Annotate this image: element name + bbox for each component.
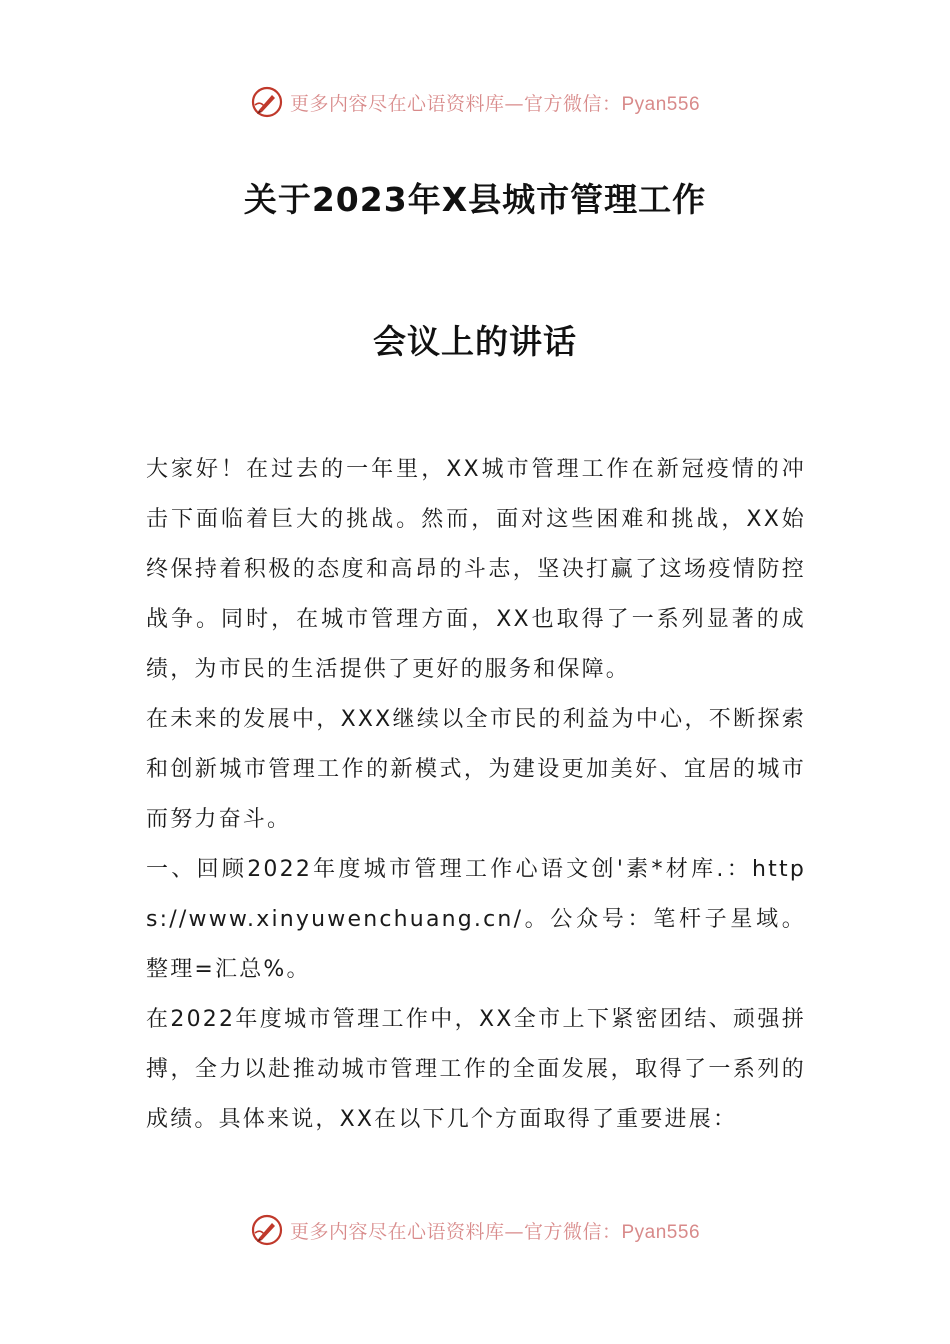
pen-logo-icon [250, 85, 284, 119]
footer-watermark [0, 1210, 950, 1250]
watermark-text: 更多内容尽在心语资料库—官方微信：Pyan556 [289, 92, 701, 115]
document-title-line1: 关于2023年X县城市管理工作 [243, 180, 707, 219]
document-title-line2: 会议上的讲话 [373, 322, 577, 361]
paragraph-4: 在2022年度城市管理工作中，XX全市上下紧密团结、顽强拼搏，全力以赴推动城市管理工作的全面发展，取得了一系列的成绩。具体来说，XX在以下几个方面取得了重要进展： [146, 1007, 806, 1132]
paragraph-1: 大家好！在过去的一年里，XX城市管理工作在新冠疫情的冲击下面临着巨大的挑战。然而，面对这些困难和挑战，XX始终保持着积极的态度和高昂的斗志，坚决打赢了这场疫情防控战争。同时，在城市管理方面，XX也取得了一系列显著的成绩，为市民的生活提供了更好的服务和保障。 [146, 457, 806, 682]
watermark-text: 更多内容尽在心语资料库—官方微信：Pyan556 [289, 1220, 701, 1243]
header-watermark [0, 82, 950, 122]
wechat-id: Pyan556 [621, 93, 701, 115]
paragraph-2: 在未来的发展中，XXX继续以全市民的利益为中心，不断探索和创新城市管理工作的新模式，为建设更加美好、宜居的城市而努力奋斗。 [146, 707, 806, 832]
wechat-id: Pyan556 [621, 1221, 701, 1243]
paragraph-3: 一、回顾2022年度城市管理工作心语文创'素*材库.：https://www.xinyuwenchuang.cn/。公众号：笔杆子星域。整理=汇总%。 [146, 857, 806, 982]
pen-logo-icon [250, 1213, 284, 1247]
document-body [146, 445, 806, 1145]
